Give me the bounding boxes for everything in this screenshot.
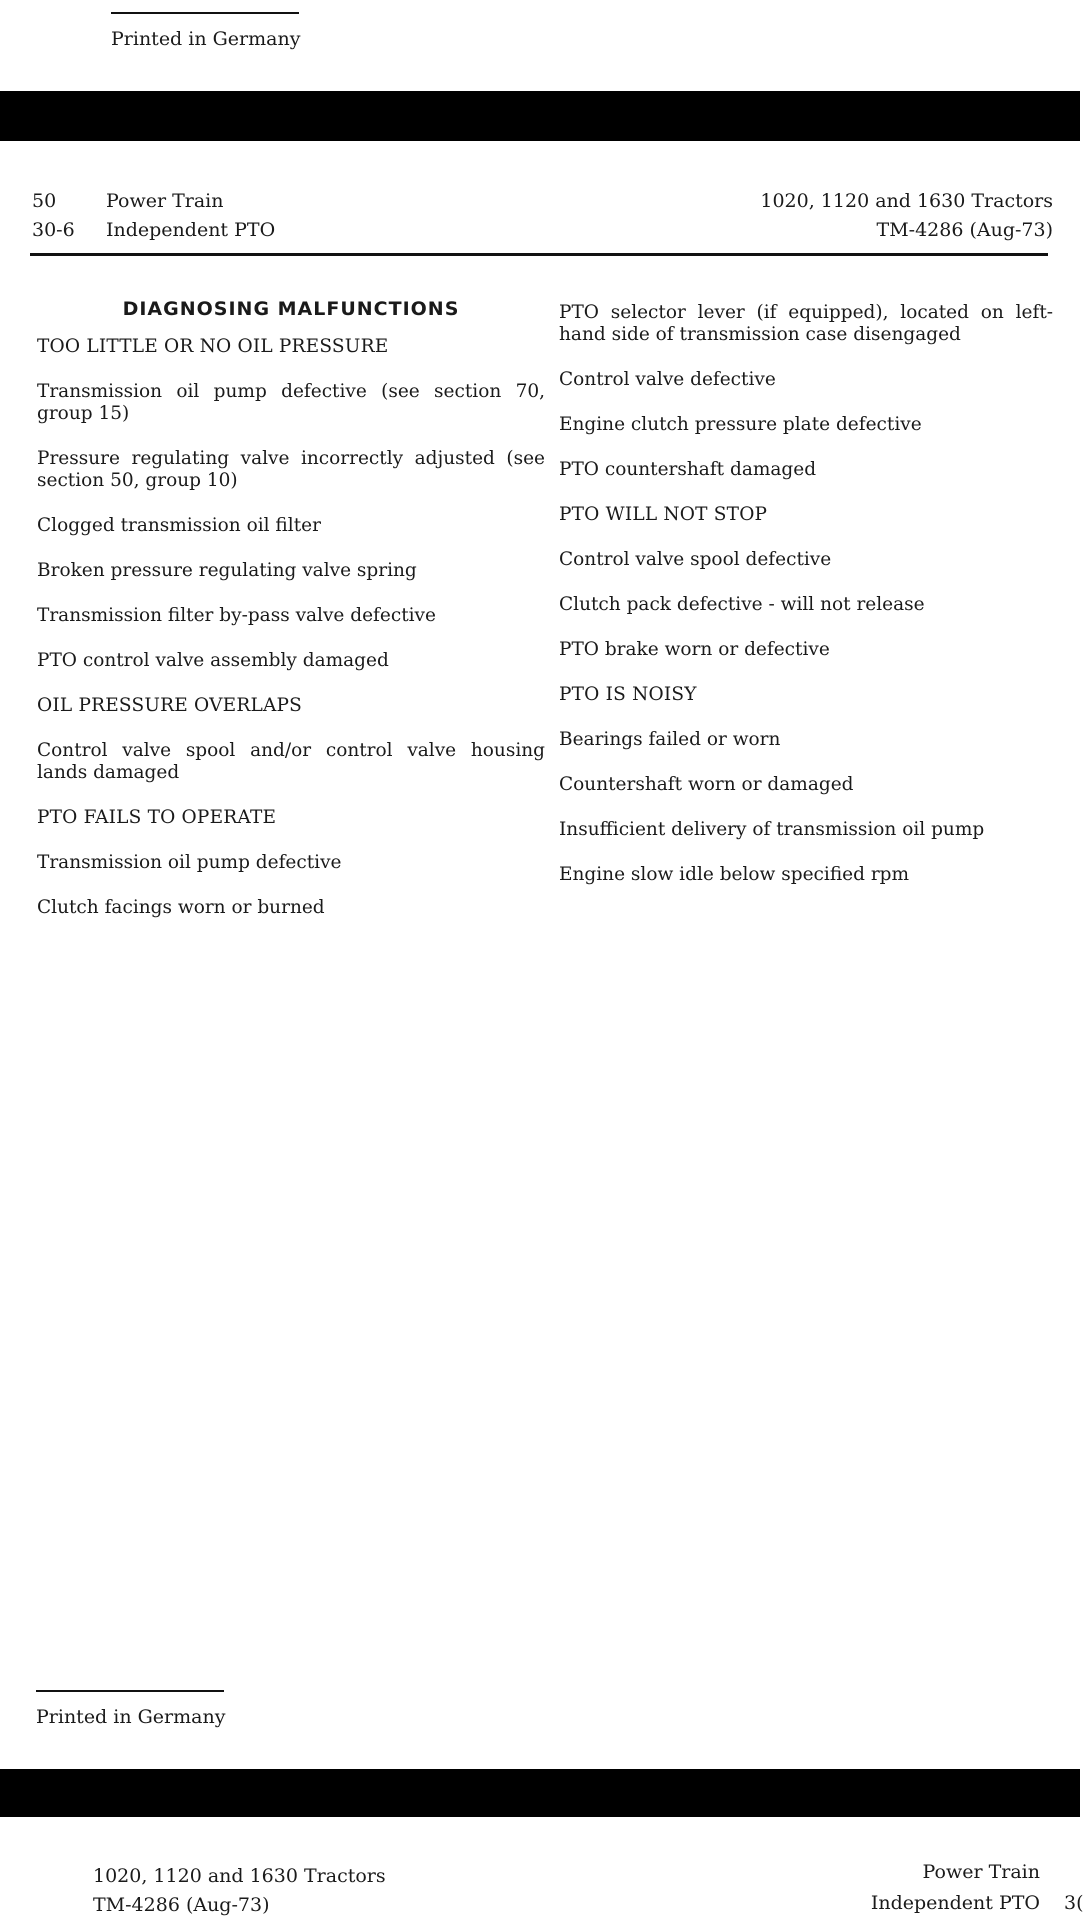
list-item: Control valve spool defective	[559, 549, 832, 570]
list-item: PTO countershaft damaged	[559, 459, 817, 480]
list-item: Engine clutch pressure plate defective	[559, 414, 922, 435]
list-item: Control valve defective	[559, 369, 776, 390]
section-title: Power Train	[106, 190, 224, 212]
list-item: Engine slow idle below specified rpm	[559, 864, 910, 885]
next-manual-title: 1020, 1120 and 1630 Tractors	[93, 1865, 386, 1887]
list-item: PTO WILL NOT STOP	[559, 504, 768, 525]
next-page-number: 3(	[1064, 1892, 1084, 1914]
list-item: Pressure regulating valve incorrectly adjusted (see section 50, group 10)	[37, 448, 545, 491]
list-item: Insufficient delivery of transmission oil pump	[559, 819, 985, 840]
list-item: PTO IS NOISY	[559, 684, 697, 705]
list-item: Control valve spool and/or control valve housing lands damaged	[37, 740, 545, 783]
manual-number: TM-4286 (Aug-73)	[876, 219, 1053, 241]
list-item: PTO FAILS TO OPERATE	[37, 807, 277, 828]
list-item: Countershaft worn or damaged	[559, 774, 854, 795]
next-page-title: Independent PTO	[870, 1892, 1040, 1914]
header-rule	[30, 253, 1048, 256]
list-item: Bearings failed or worn	[559, 729, 781, 750]
list-item: Transmission oil pump defective	[37, 852, 342, 873]
bottom-note-rule	[36, 1690, 224, 1692]
manual-title: 1020, 1120 and 1630 Tractors	[760, 190, 1053, 212]
next-manual-number: TM-4286 (Aug-73)	[93, 1894, 270, 1916]
list-item: Clogged transmission oil filter	[37, 515, 321, 536]
list-item: OIL PRESSURE OVERLAPS	[37, 695, 303, 716]
left-column	[37, 296, 545, 942]
list-item: TOO LITTLE OR NO OIL PRESSURE	[37, 336, 389, 357]
list-item: Clutch pack defective - will not release	[559, 594, 925, 615]
next-section-title: Power Train	[922, 1861, 1040, 1883]
list-item: Transmission filter by-pass valve defective	[37, 605, 436, 626]
section-heading: DIAGNOSING MALFUNCTIONS	[122, 298, 460, 320]
list-item: Transmission oil pump defective (see section 70, group 15)	[37, 381, 545, 424]
right-column	[559, 302, 1053, 909]
section-number: 50	[32, 190, 57, 212]
bottom-black-band	[0, 1769, 1080, 1817]
list-item: PTO brake worn or defective	[559, 639, 830, 660]
list-item: Broken pressure regulating valve spring	[37, 560, 417, 581]
list-item: Clutch facings worn or burned	[37, 897, 325, 918]
bottom-printed-note: Printed in Germany	[36, 1706, 226, 1728]
list-item: PTO control valve assembly damaged	[37, 650, 389, 671]
top-note-rule	[111, 12, 299, 14]
list-item: PTO selector lever (if equipped), located on left-hand side of transmission case disengaged	[559, 302, 1053, 345]
page-number: 30-6	[32, 219, 75, 241]
page-title: Independent PTO	[106, 219, 276, 241]
top-printed-note: Printed in Germany	[111, 28, 301, 50]
top-black-band	[0, 91, 1080, 141]
